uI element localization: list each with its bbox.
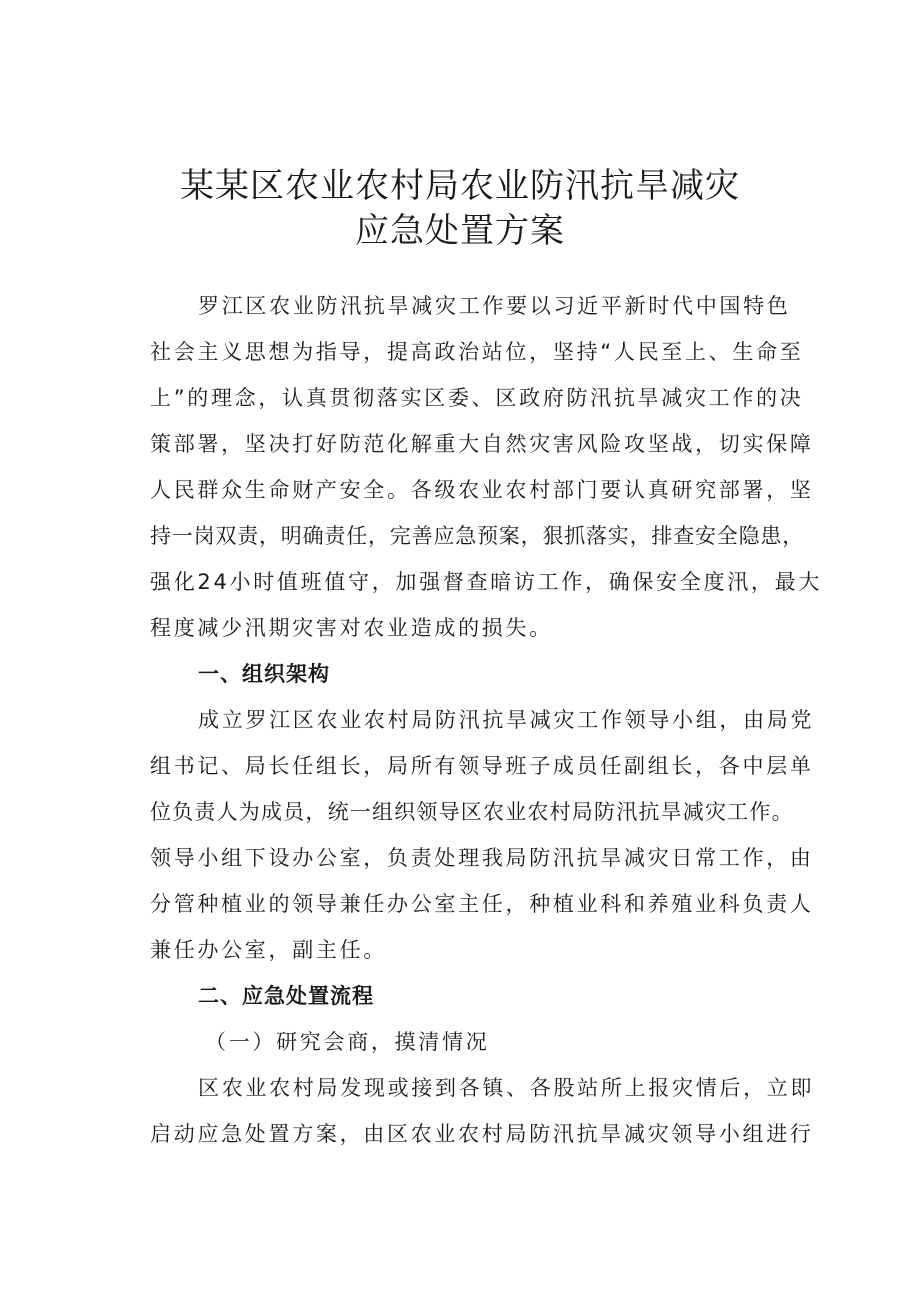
paragraph-line: 持一岗双责，明确责任，完善应急预案，狠抓落实，排查安全隐患， [150, 524, 804, 548]
paragraph-line: 启动应急处置方案，由区农业农村局防汛抗旱减灾领导小组进行 [150, 1122, 814, 1146]
paragraph-line: 人民群众生命财产安全。各级农业农村部门要认真研究部署，坚 [150, 478, 814, 502]
paragraph-line: 上”的理念，认真贯彻落实区委、区政府防汛抗旱减灾工作的决 [150, 386, 804, 410]
paragraph-line: 分管种植业的领导兼任办公室主任，种植业科和养殖业科负责人 [150, 892, 814, 916]
paragraph-line: 位负责人为成员，统一组织领导区农业农村局防汛抗旱减灾工作。 [150, 800, 794, 824]
paragraph-line: 领导小组下设办公室，负责处理我局防汛抗旱减灾日常工作，由 [150, 846, 814, 870]
paragraph-line: 组书记、局长任组长，局所有领导班子成员任副组长，各中层单 [150, 754, 814, 778]
paragraph-line: 罗江区农业防汛抗旱减灾工作要以习近平新时代中国特色 [198, 294, 791, 318]
paragraph-line: 成立罗江区农业农村局防汛抗旱减灾工作领导小组，由局党 [198, 708, 815, 732]
section-heading: 二、应急处置流程 [198, 984, 374, 1008]
paragraph-line: 兼任办公室，副主任。 [150, 938, 387, 962]
paragraph-line: 程度减少汛期灾害对农业造成的损失。 [150, 616, 553, 640]
paragraph-line: 强化24小时值班值守，加强督查暗访工作，确保安全度汛，最大 [150, 570, 823, 594]
document-title-line-1: 某某区农业农村局农业防汛抗旱减灾 [180, 166, 740, 206]
paragraph-line: 区农业农村局发现或接到各镇、各股站所上报灾情后，立即 [198, 1076, 815, 1100]
paragraph-line: 策部署，坚决打好防范化解重大自然灾害风险攻坚战，切实保障 [150, 432, 814, 456]
subsection-heading: （一）研究会商，摸清情况 [205, 1030, 490, 1054]
paragraph-line: 社会主义思想为指导，提高政治站位，坚持“人民至上、生命至 [150, 340, 804, 364]
section-heading: 一、组织架构 [198, 662, 330, 686]
document-title-line-2: 应急处置方案 [355, 211, 565, 251]
